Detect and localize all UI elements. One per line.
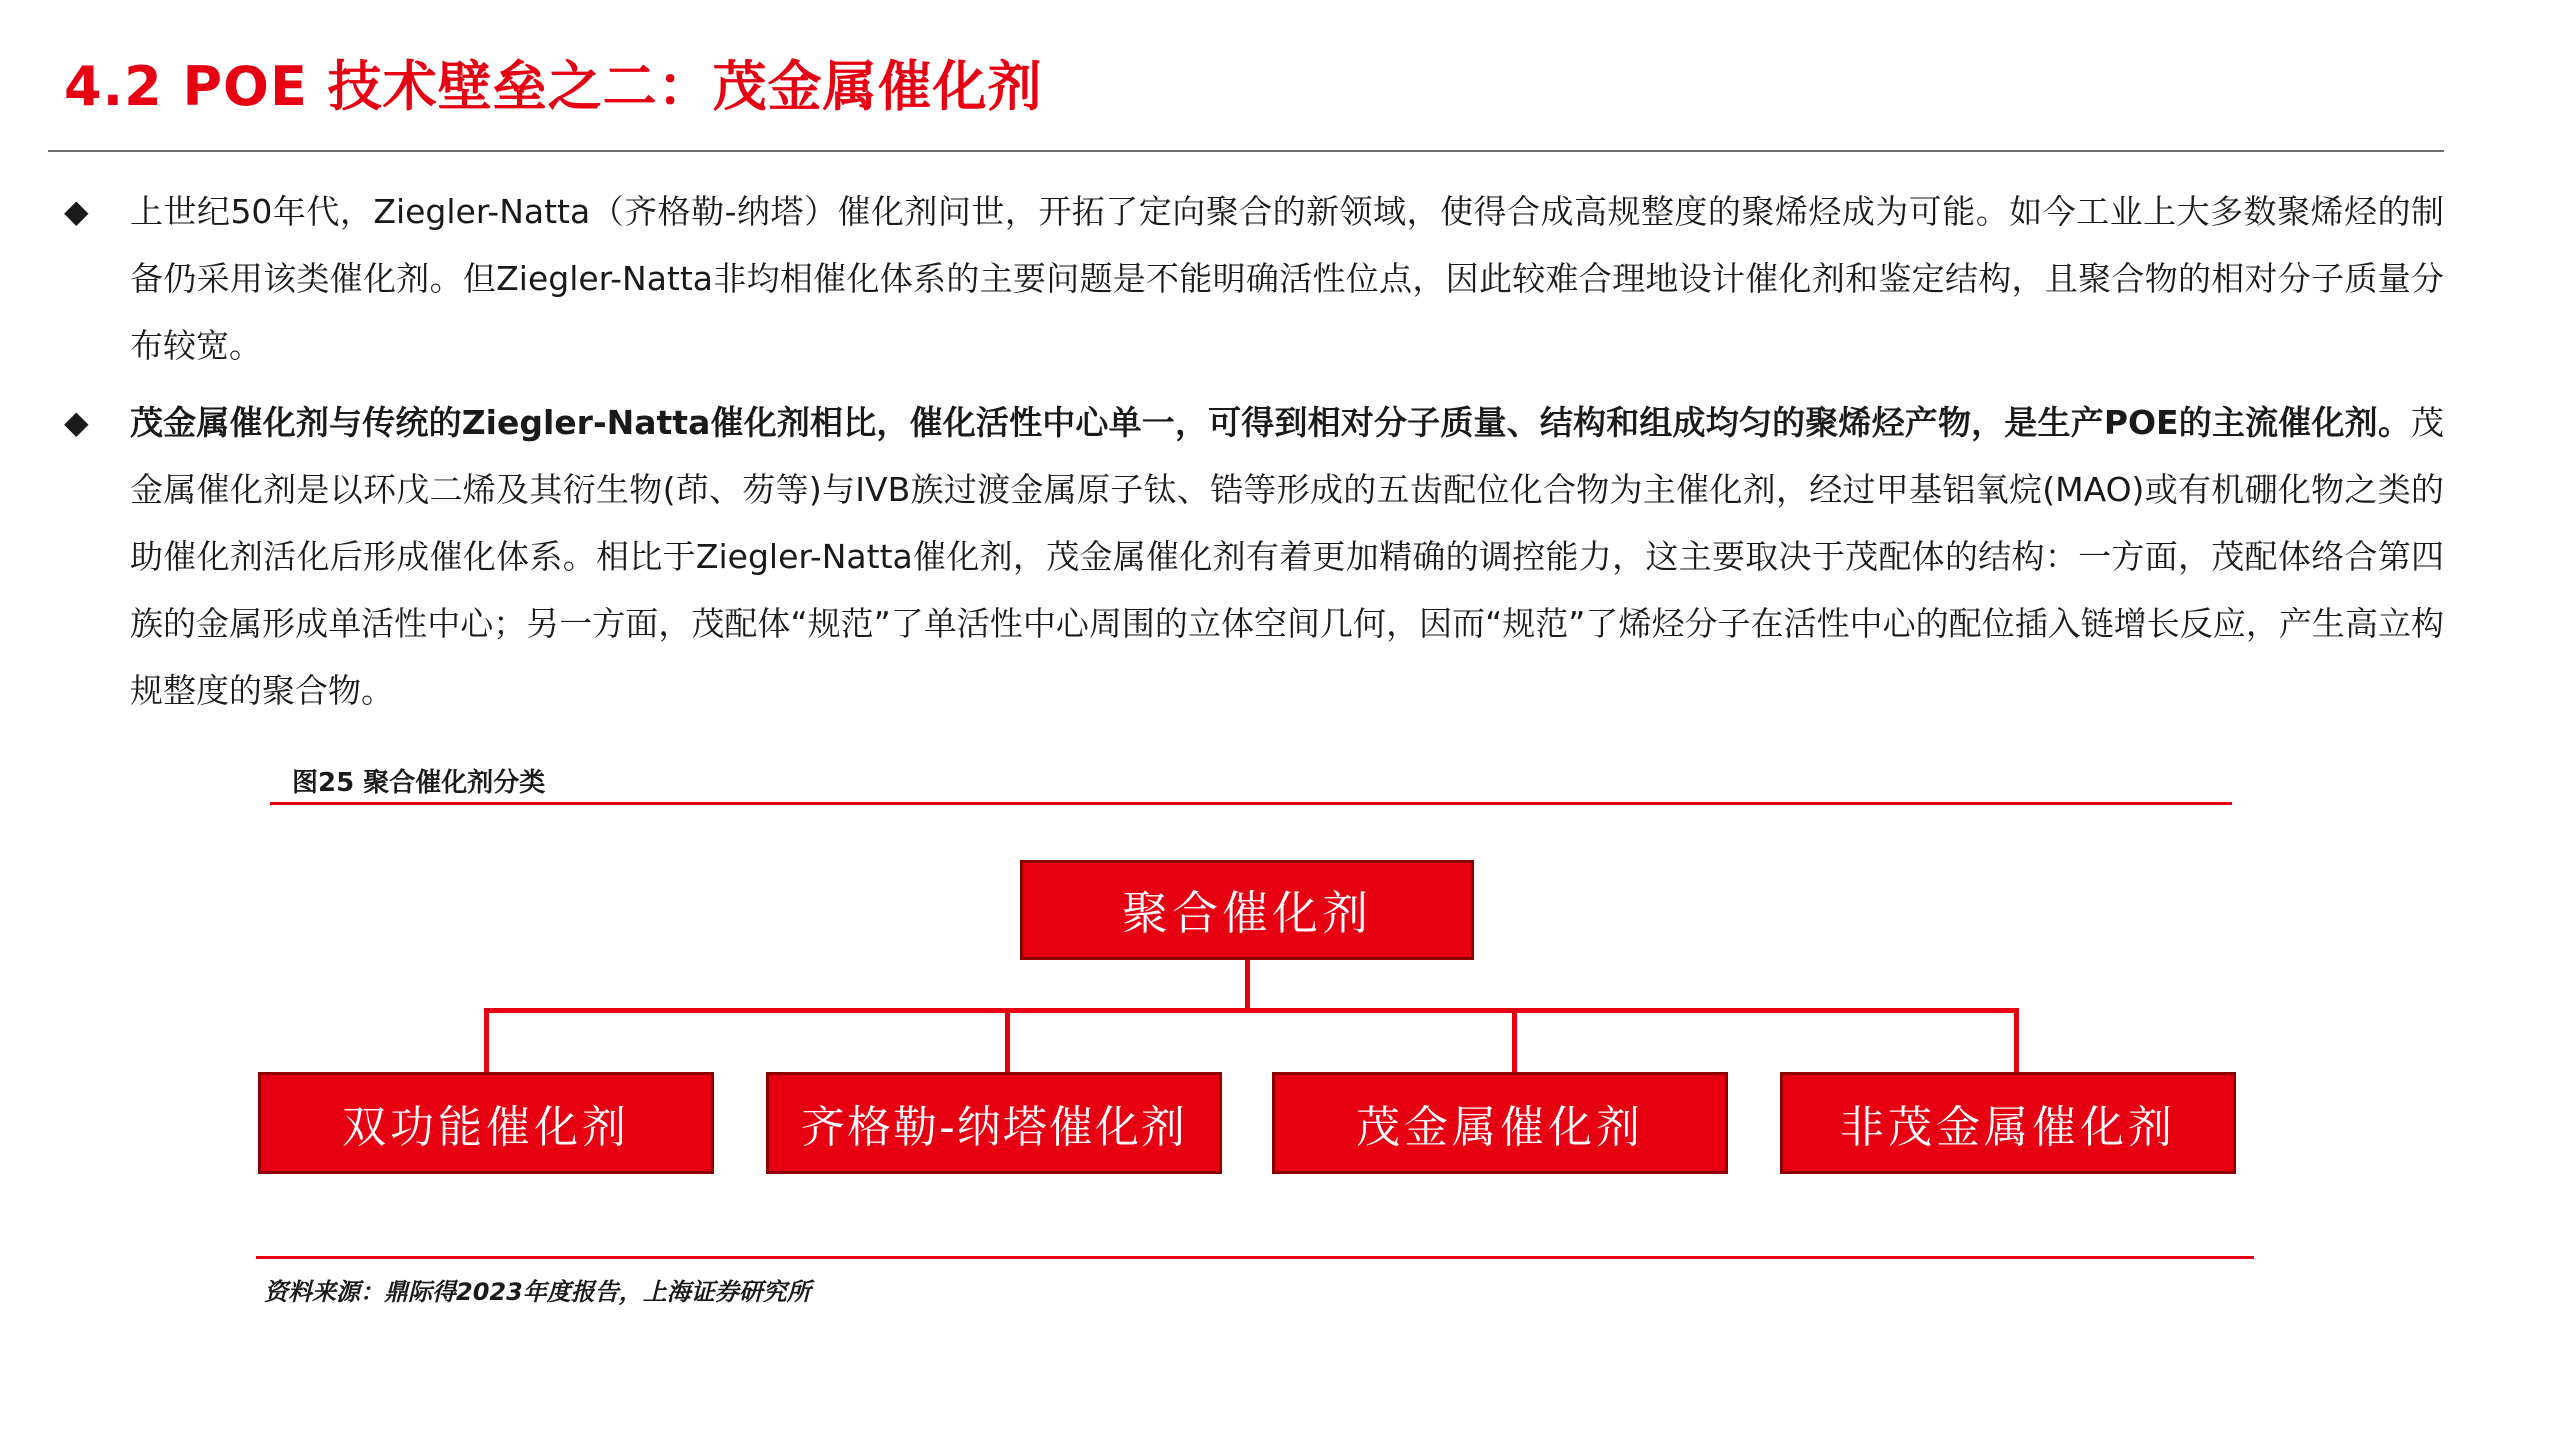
child-stem-connector-1	[484, 1008, 489, 1072]
child-node-non-metallocene-catalyst: 非茂金属催化剂	[1780, 1072, 2236, 1174]
child-stem-connector-4	[2014, 1008, 2019, 1072]
diamond-bullet-icon: ◆	[64, 192, 89, 230]
child-node-bifunctional-catalyst: 双功能催化剂	[258, 1072, 714, 1174]
child-stem-connector-3	[1512, 1008, 1517, 1072]
title-divider	[48, 150, 2444, 152]
child-stem-connector-2	[1005, 1008, 1010, 1072]
bullet-item-2	[64, 389, 2444, 724]
child-node-metallocene-catalyst: 茂金属催化剂	[1272, 1072, 1728, 1174]
figure-source: 资料来源：鼎际得2023年度报告，上海证券研究所	[264, 1278, 811, 1306]
bullet-text: 茂金属催化剂是以环戊二烯及其衍生物(茚、芴等)与IVB族过渡金属原子钛、锆等形成的五齿配位化合物为主催化剂，经过甲基铝氧烷(MAO)或有机硼化物之类的助催化剂活化后形成催化体系。相比于Ziegler-Natta催化剂，茂金属催化剂有着更加精确的调控能力，这主要取决于茂配体的结构：一方面，茂配体络合第四族的金属形成单活性中心；另一方面，茂配体“规范”了单活性中心周围的立体空间几何，因而“规范”了烯烃分子在活性中心的配位插入链增长反应，产生高立构规整度的聚合物。	[130, 403, 2444, 710]
horizontal-bus-connector	[484, 1008, 2019, 1013]
bullet-text: 上世纪50年代，Ziegler-Natta（齐格勒-纳塔）催化剂问世，开拓了定向聚合的新领域，使得合成高规整度的聚烯烃成为可能。如今工业上大多数聚烯烃的制备仍采用该类催化剂。但Ziegler-Natta非均相催化体系的主要问题是不能明确活性位点，因此较难合理地设计催化剂和鉴定结构，且聚合物的相对分子质量分布较宽。	[130, 192, 2444, 365]
root-stem-connector	[1245, 960, 1250, 1010]
figure-bottom-divider	[256, 1256, 2254, 1259]
root-node-polymerization-catalyst: 聚合催化剂	[1020, 860, 1474, 960]
figure-top-divider	[270, 802, 2232, 805]
page-title: 4.2 POE 技术壁垒之二：茂金属催化剂	[64, 55, 1043, 118]
diamond-bullet-icon: ◆	[64, 403, 89, 441]
figure-caption: 图25 聚合催化剂分类	[292, 768, 546, 798]
child-node-ziegler-natta-catalyst: 齐格勒-纳塔催化剂	[766, 1072, 1222, 1174]
bullet-list	[64, 178, 2444, 734]
bullet-item-1	[64, 178, 2444, 379]
bullet-bold-text: 茂金属催化剂与传统的Ziegler-Natta催化剂相比，催化活性中心单一，可得到相对分子质量、结构和组成均匀的聚烯烃产物，是生产POE的主流催化剂。	[130, 403, 2411, 442]
